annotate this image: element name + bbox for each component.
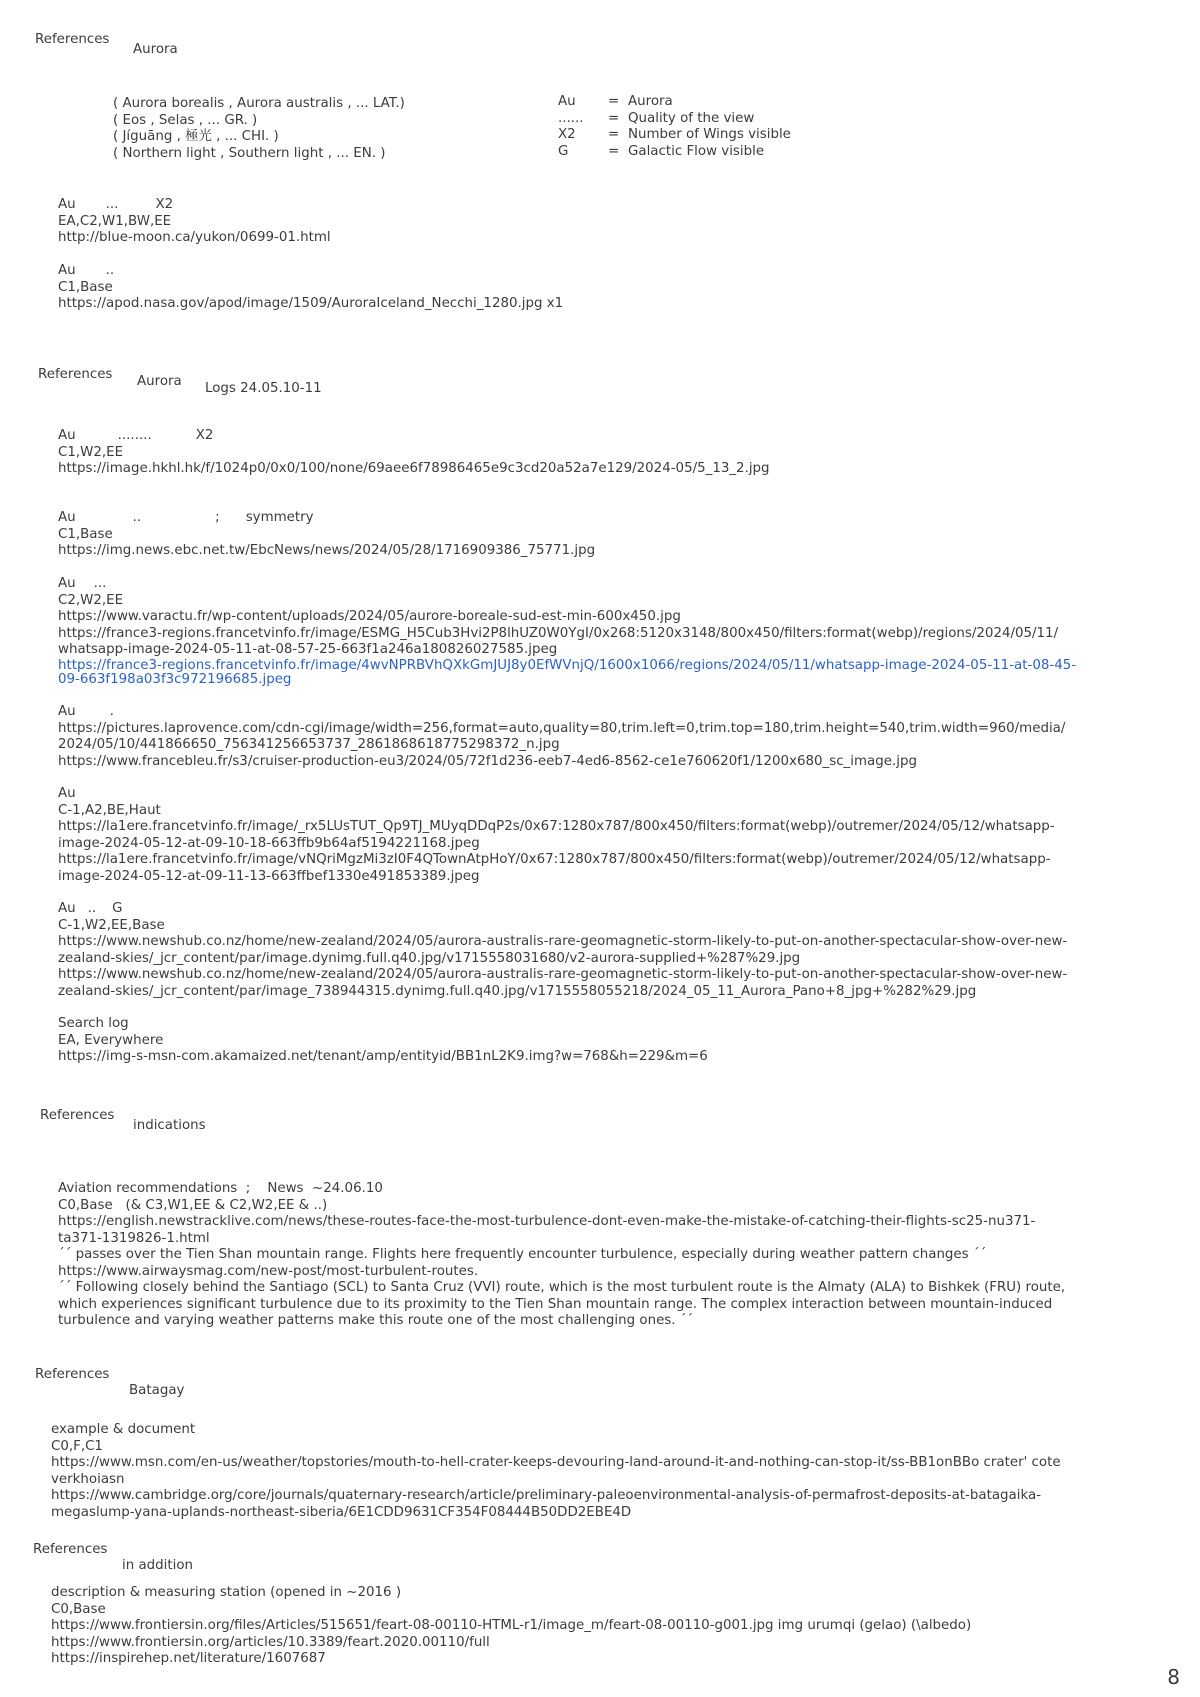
entry-line: EA, Everywhere	[58, 1032, 164, 1048]
entry-link[interactable]: https://www.newshub.co.nz/home/new-zealand/2024/05/aurora-australis-rare-geomagnetic-storm-likely-to-put-on-another-spectacular-show-over-new-	[58, 934, 1068, 949]
entry	[51, 1585, 1131, 1668]
entry-heading	[58, 197, 1138, 214]
entry-code: Au	[58, 510, 76, 525]
entry-heading: Aviation recommendations ; News ~24.06.10	[58, 1181, 383, 1196]
legend-value: Quality of the view	[628, 110, 755, 126]
entry-link[interactable]: https://www.varactu.fr/wp-content/uploads/2024/05/aurore-boreale-sud-est-min-600x450.jpg	[58, 609, 681, 624]
entry-link[interactable]: https://www.frontiersin.org/articles/10.3389/feart.2020.00110/full	[51, 1634, 490, 1650]
entry-heading: example & document	[51, 1422, 196, 1437]
name-line: ( Northern light , Southern light , ... EN. )	[113, 145, 386, 161]
entry	[58, 576, 1138, 687]
legend-eq: =	[608, 110, 620, 126]
entry-line: C2,W2,EE	[58, 592, 124, 608]
entry-link[interactable]: https://pictures.laprovence.com/cdn-cgi/image/width=256,format=auto,quality=80,trim.left=0,trim.top=180,trim.height=540,trim.width=960/media/	[58, 720, 1066, 736]
entry-line: C1,Base	[58, 526, 113, 542]
entry-link[interactable]: https://la1ere.francetvinfo.fr/image/_rx5LUsTUT_Qp9TJ_MUyqDDqP2s/0x67:1280x787/800x450/filters:format(webp)/outremer/2024/05/12/whatsapp-	[58, 819, 1055, 834]
entry-quality: ...	[93, 576, 107, 591]
entry	[58, 1181, 1138, 1330]
section-header: References	[33, 1542, 108, 1557]
legend-key: X2	[558, 127, 576, 142]
entry-code: Au	[58, 263, 76, 278]
entry-quality: ...	[105, 197, 119, 212]
entry-link[interactable]: https://inspirehep.net/literature/1607687	[51, 1651, 326, 1666]
entry-link[interactable]: https://www.msn.com/en-us/weather/topstories/mouth-to-hell-crater-keeps-devouring-land-around-it-and-nothing-can-stop-it/ss-BB1onBBo crater' cote	[51, 1455, 1061, 1470]
section-topic: Aurora	[133, 42, 178, 57]
entry-link[interactable]: https://english.newstracklive.com/news/these-routes-face-the-most-turbulence-dont-even-make-the-mistake-of-catching-their-flights-sc25-nu371-	[58, 1214, 1036, 1229]
entry	[58, 1016, 1138, 1066]
legend-key: Au	[558, 94, 576, 109]
entry-line: C1,W2,EE	[58, 444, 124, 460]
legend-row	[558, 127, 791, 144]
section-header: References	[35, 32, 110, 47]
entry-link[interactable]: https://www.airwaysmag.com/new-post/most-turbulent-routes.	[58, 1263, 479, 1279]
entry-link[interactable]: https://france3-regions.francetvinfo.fr/image/ESMG_H5Cub3Hvi2P8lhUZ0W0YgI/0x268:5120x3148/800x450/filters:format(webp)/regions/2024/05/11/	[58, 625, 1059, 641]
entry-heading	[58, 704, 1138, 721]
entry-link[interactable]: verkhoiasn	[51, 1471, 125, 1487]
legend-value: Galactic Flow visible	[628, 143, 765, 159]
hyperlink[interactable]: 09-663f198a03f3c972196685.jpeg	[58, 671, 292, 687]
section-topic: in addition	[122, 1558, 194, 1573]
legend-key: ......	[558, 110, 584, 126]
quote-line: which experiences significant turbulence due to its proximity to the Tien Shan mountain range. The complex interaction between mountain-induced	[58, 1296, 1053, 1312]
entry	[51, 1422, 1131, 1521]
name-line: ( Aurora borealis , Aurora australis , ... LAT.)	[113, 96, 405, 111]
entry-link[interactable]: https://www.cambridge.org/core/journals/quaternary-research/article/preliminary-paleoenvironmental-analysis-of-permafrost-deposits-at-batagaika-	[51, 1488, 1042, 1503]
name-line: ( Jíguāng , 極光 , ... CHI. )	[113, 129, 279, 144]
legend-row	[558, 94, 791, 111]
entry-link[interactable]: megaslump-yana-uplands-northeast-siberia/6E1CDD9631CF354F08444B50DD2EBE4D	[51, 1504, 632, 1520]
entry-code: Au	[58, 576, 76, 591]
entry-link[interactable]: zealand-skies/_jcr_content/par/image.dynimg.full.q40.jpg/v1715558031680/v2-aurora-supplied+%287%29.jpg	[58, 950, 801, 966]
entry-code: Au	[58, 704, 76, 719]
entry-line: EA,C2,W1,BW,EE	[58, 213, 172, 229]
entry	[58, 197, 1138, 247]
legend-key: G	[558, 143, 569, 159]
entry-heading	[58, 901, 1138, 918]
entry-code: Au	[58, 901, 76, 916]
entry-link[interactable]: 2024/05/10/441866650_756341256653737_2861868618775298372_n.jpg	[58, 737, 560, 752]
section-header: References	[38, 367, 113, 382]
entry	[58, 263, 1138, 313]
entry-extra: X2	[195, 428, 214, 443]
aurora-names	[113, 96, 405, 162]
entry-quality: ..	[132, 510, 142, 525]
entry	[58, 901, 1138, 1000]
entry-link[interactable]: https://image.hkhl.hk/f/1024p0/0x0/100/none/69aee6f78986465e9c3cd20a52a7e129/2024-05/5_13_2.jpg	[58, 461, 770, 476]
entry-link[interactable]: https://apod.nasa.gov/apod/image/1509/AuroraIceland_Necchi_1280.jpg x1	[58, 296, 564, 311]
entry-link[interactable]: whatsapp-image-2024-05-11-at-08-57-25-663f1a246a180826027585.jpeg	[58, 642, 558, 657]
legend-value: Aurora	[628, 94, 673, 109]
entry-link[interactable]: https://la1ere.francetvinfo.fr/image/vNQriMgzMi3zI0F4QTownAtpHoY/0x67:1280x787/800x450/filters:format(webp)/outremer/2024/05/12/whatsapp-	[58, 852, 1051, 867]
entry-heading	[58, 428, 1138, 445]
entry-link[interactable]: https://www.newshub.co.nz/home/new-zealand/2024/05/aurora-australis-rare-geomagnetic-storm-likely-to-put-on-another-spectacular-show-over-new-	[58, 967, 1068, 982]
entry-link[interactable]: https://www.frontiersin.org/files/Articles/515651/feart-08-00110-HTML-r1/image_m/feart-08-00110-g001.jpg img urumqi (gelao) (\albedo)	[51, 1618, 972, 1633]
quote-line: ´´ passes over the Tien Shan mountain range. Flights here frequently encounter turbulence, especially during weather pattern changes ´´	[58, 1247, 987, 1262]
entry-heading: description & measuring station (opened in ~2016 )	[51, 1585, 402, 1600]
entry	[58, 428, 1138, 478]
entry-link[interactable]: https://www.francebleu.fr/s3/cruiser-production-eu3/2024/05/72f1d236-eeb7-4ed6-8562-ce1e760620f1/1200x680_sc_image.jpg	[58, 753, 917, 769]
entry-link[interactable]: ta371-1319826-1.html	[58, 1230, 210, 1246]
entry-quality: ..	[87, 901, 97, 916]
entry-heading: Search log	[58, 1016, 129, 1031]
entry-line: C-1,A2,BE,Haut	[58, 802, 161, 818]
entry-heading	[58, 510, 1138, 527]
section-topic: indications	[133, 1118, 206, 1133]
entry-heading	[58, 576, 1138, 593]
legend-table	[558, 94, 791, 160]
legend-eq: =	[608, 127, 620, 142]
legend-eq: =	[608, 94, 620, 109]
entry-line: C0,F,C1	[51, 1438, 103, 1454]
quote-line: ´´ Following closely behind the Santiago (SCL) to Santa Cruz (VVI) route, which is the most turbulent route is the Almaty (ALA) to Bishkek (FRU) route,	[58, 1280, 1066, 1295]
entry-heading	[58, 263, 1138, 280]
entry-link[interactable]: https://img.news.ebc.net.tw/EbcNews/news/2024/05/28/1716909386_75771.jpg	[58, 543, 596, 558]
section-topic: Batagay	[129, 1383, 185, 1398]
entry-link[interactable]: https://img-s-msn-com.akamaized.net/tenant/amp/entityid/BB1nL2K9.img?w=768&h=229&m=6	[58, 1049, 708, 1064]
entry-line: C0,Base (& C3,W1,EE & C2,W2,EE & ..)	[58, 1197, 328, 1213]
entry	[58, 704, 1138, 770]
entry-separator: ;	[215, 510, 220, 525]
entry-quality: .	[109, 704, 114, 719]
name-line: ( Eos , Selas , ... GR. )	[113, 112, 258, 128]
legend-row	[558, 144, 791, 161]
entry-code: Au	[58, 197, 76, 212]
entry-link[interactable]: http://blue-moon.ca/yukon/0699-01.html	[58, 230, 331, 245]
section-header: References	[35, 1367, 110, 1382]
entry-link[interactable]: image-2024-05-12-at-09-10-18-663ffb9b64af5194221168.jpeg	[58, 835, 480, 851]
section-topic: Aurora	[137, 374, 182, 389]
entry-link[interactable]: image-2024-05-12-at-09-11-13-663ffbef1330e491853389.jpeg	[58, 868, 480, 884]
entry-line: C-1,W2,EE,Base	[58, 917, 165, 933]
entry-extra: X2	[155, 197, 174, 212]
hyperlink[interactable]: https://france3-regions.francetvinfo.fr/image/4wvNPRBVhQXkGmJUJ8y0EfWVnjQ/1600x1066/regions/2024/05/11/whatsapp-image-2024-05-11-at-08-45-	[58, 657, 1077, 673]
section-header: References	[40, 1108, 115, 1123]
entry-line: C0,Base	[51, 1601, 106, 1617]
entry-quality: ..	[105, 263, 115, 278]
entry-line: C1,Base	[58, 279, 113, 295]
entry-link[interactable]: zealand-skies/_jcr_content/par/image_738944315.dynimg.full.q40.jpg/v1715558055218/2024_05_11_Aurora_Pano+8_jpg+%282%29.jpg	[58, 983, 977, 999]
entry	[58, 510, 1138, 560]
entry-note: symmetry	[245, 510, 314, 525]
section-subtitle: Logs 24.05.10-11	[205, 381, 322, 396]
entry-quality: ........	[117, 428, 152, 443]
page-number: 8	[1167, 1665, 1180, 1689]
legend-row	[558, 111, 791, 128]
quote-line: turbulence and varying weather patterns make this route one of the most challenging ones. ´´	[58, 1313, 694, 1328]
legend-eq: =	[608, 143, 620, 159]
entry	[58, 786, 1138, 885]
legend-value: Number of Wings visible	[628, 127, 791, 142]
entry-extra: G	[112, 901, 123, 916]
entry-heading: Au	[58, 786, 76, 801]
entry-code: Au	[58, 428, 76, 443]
